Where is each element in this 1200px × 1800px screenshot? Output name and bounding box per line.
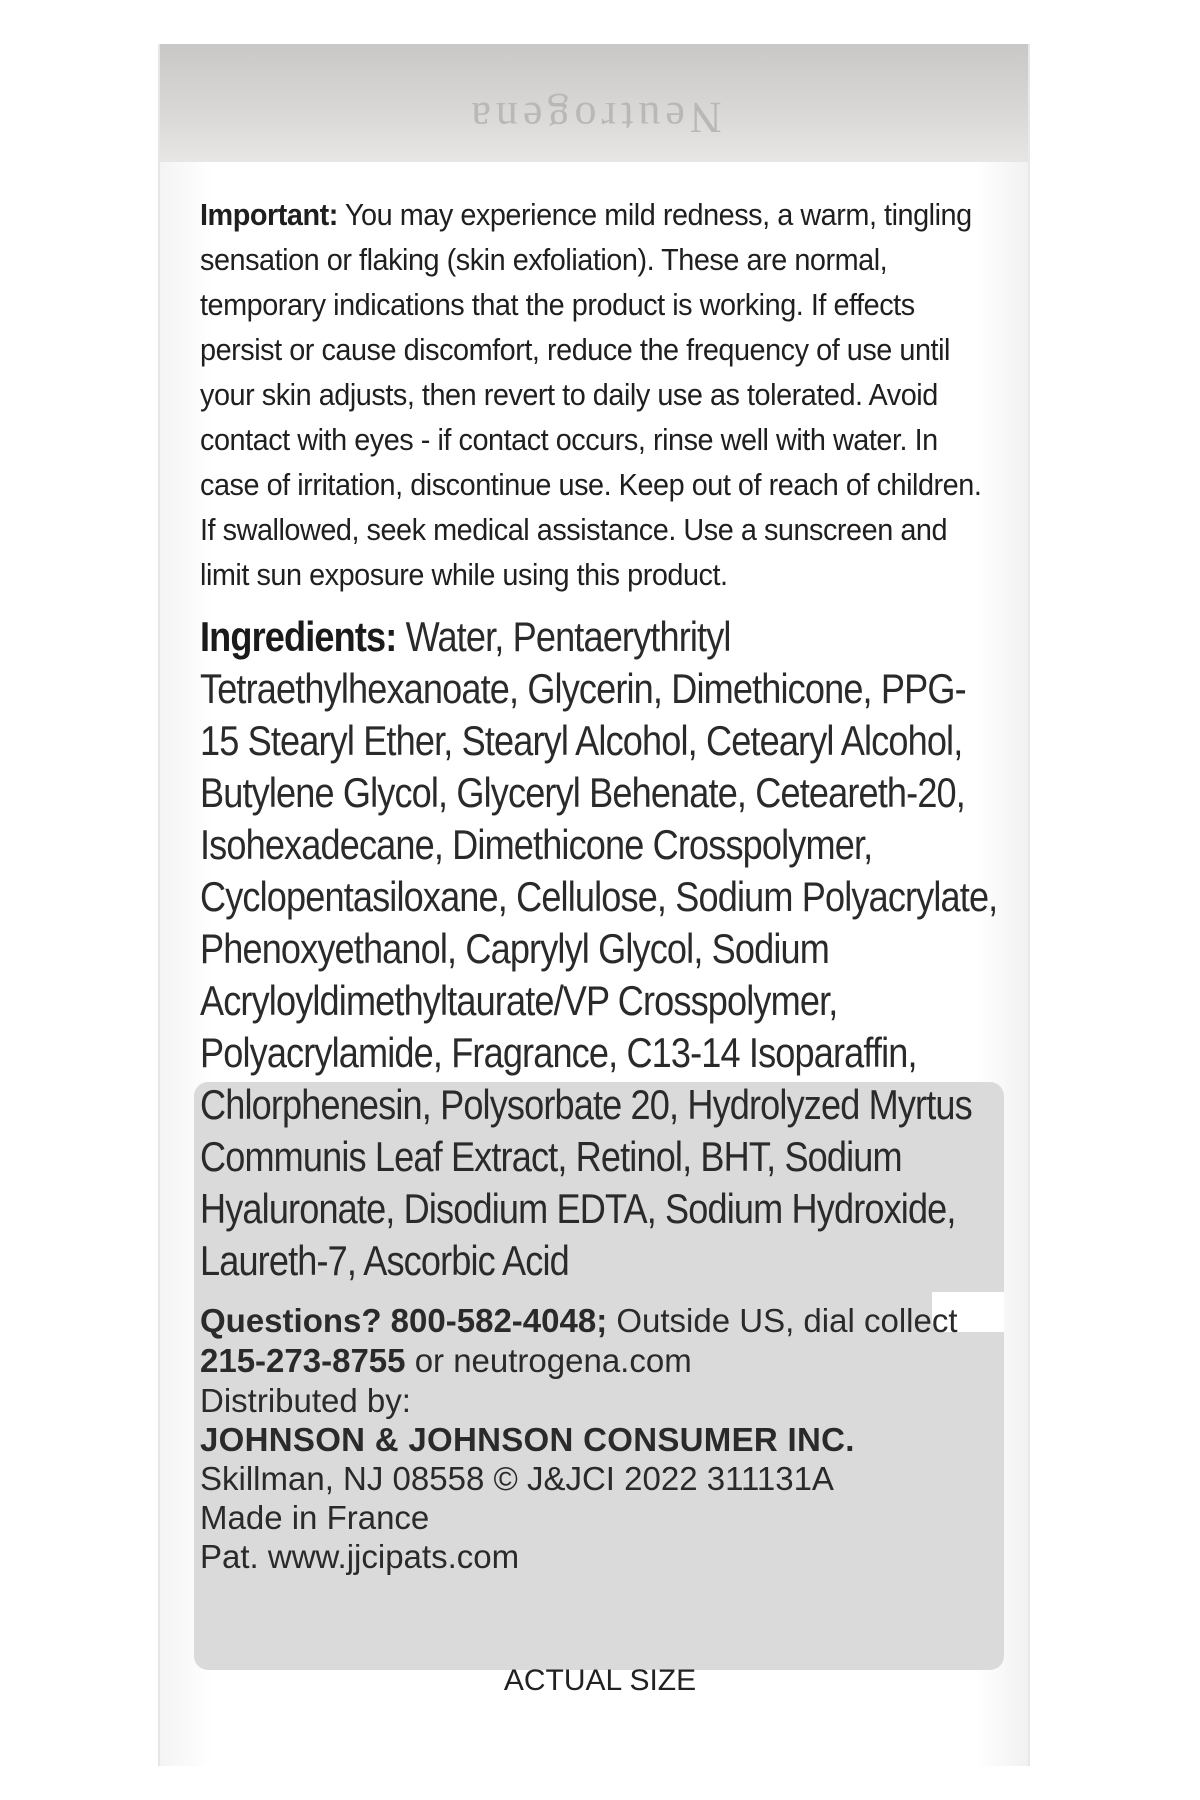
distributor-address: Skillman, NJ 08558 © J&JCI 2022 311131A [200, 1460, 834, 1497]
warning-paragraph [200, 192, 1000, 597]
distributed-by-label: Distributed by: [200, 1382, 411, 1419]
questions-phone: Questions? 800-582-4048; [200, 1302, 608, 1339]
ingredients-label: Ingredients: [200, 613, 397, 660]
website-text: or neutrogena.com [414, 1342, 692, 1379]
actual-size-label: ACTUAL SIZE [503, 1664, 697, 1697]
outside-us-text: Outside US, dial collect [616, 1302, 958, 1339]
distributor-company: JOHNSON & JOHNSON CONSUMER INC. [200, 1421, 855, 1458]
contact-block [200, 1301, 1000, 1381]
collect-phone: 215-273-8755 [200, 1342, 406, 1379]
box-lid [160, 44, 1028, 162]
ingredients-paragraph [200, 611, 1000, 1287]
brand-logo: Neutrogena [466, 93, 722, 142]
label-content [200, 192, 1000, 1576]
ingredients-text: Water, Pentaerythrityl Tetraethylhexanoate, Glycerin, Dimethicone, PPG-15 Stearyl Ether, Stearyl Alcohol, Cetearyl Alcohol, Butylene Glycol, Glyceryl Behenate, Ceteareth-20, Isohexadecane, Dimethicone Crosspolymer, Cyclopentasiloxane, Cellulose, Sodium Polyacrylate, Phenoxyethanol, Caprylyl Glycol, Sodium Acryloyldimethyltaurate/VP Crosspolymer, Polyacrylamide, Fragrance, C13-14 Isoparaffin, Chlorphenesin, Polysorbate 20, Hydrolyzed Myrtus Communis Leaf Extract, Retinol, BHT, Sodium Hyaluronate, Disodium EDTA, Sodium Hydroxide, Laureth-7, Ascorbic Acid [200, 613, 998, 1284]
warning-text: You may experience mild redness, a warm, tingling sensation or flaking (skin exfoliation). These are normal, temporary indications that the product is working. If effects persist or cause discomfort, reduce the frequency of use until your skin adjusts, then revert to daily use as tolerated. Avoid contact with eyes - if contact occurs, rinse well with water. In case of irritation, discontinue use. Keep out of reach of children. If swallowed, seek medical assistance. Use a sunscreen and limit sun exposure while using this product. [200, 197, 982, 592]
warning-label: Important: [200, 197, 338, 232]
country-of-origin: Made in France [200, 1499, 430, 1536]
patent-info: Pat. www.jjcipats.com [200, 1538, 520, 1575]
